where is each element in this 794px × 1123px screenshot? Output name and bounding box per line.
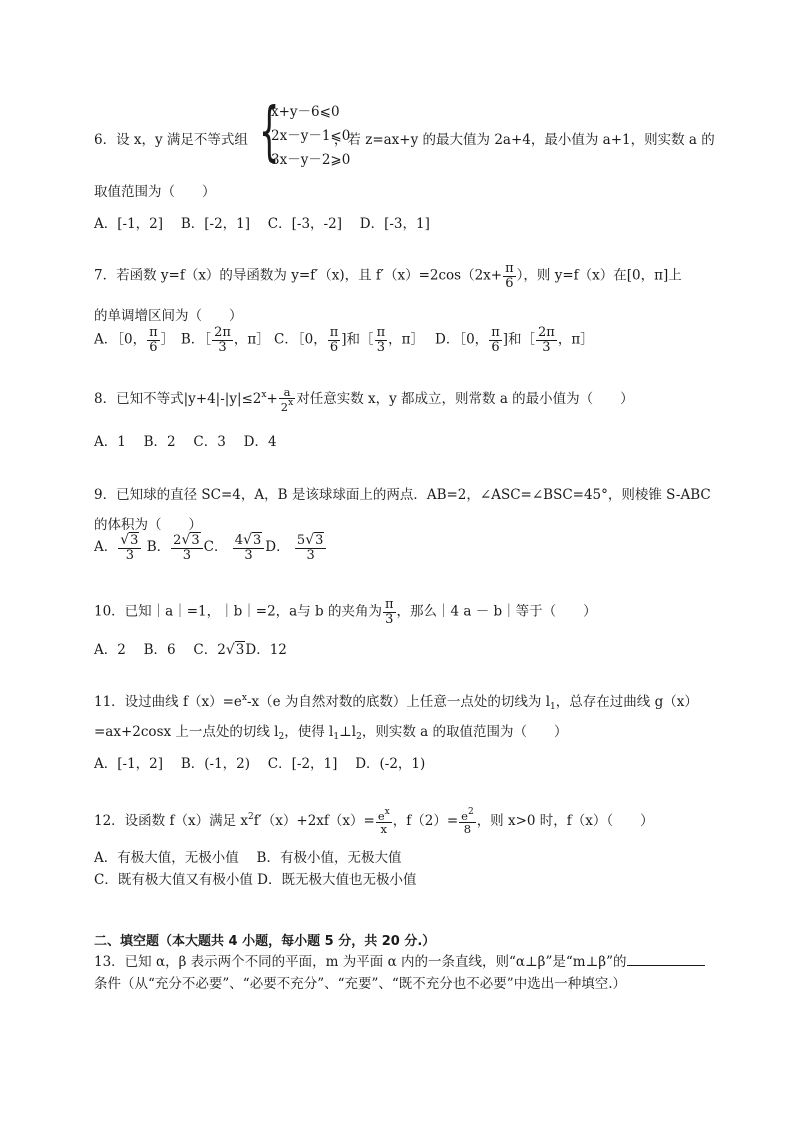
system-line-1: x+y－6⩽0 [271,104,340,120]
question-11 [94,690,700,772]
section-fill-in [94,930,700,1000]
q9-stem-cont: 的体积为（ ） [94,517,202,533]
q12-stem: 12．设函数 f（x）满足 $x^2f'(x)+2xf(x)=$ $\frac{e^x}{x}$ ，f（2）= $\frac{e^2}{8}$ ，则 x>0 时，f（x）（ ） [94,807,654,837]
q7-options: A．［0， $\frac{\pi}{6}$ ］ B．［ $\frac{2\pi}{3}$ ，π］ C．［0， $\frac{\pi}{6}$ ]和［ $\frac{\pi}{3}$ ，π］ D．［0， $\frac{\pi}{6}$ ]和［ $\frac{2\pi}{3}$ ，π］ [94,325,594,355]
q9-options: A． $\frac{√3}{3}$ B． $\frac{2√3}{3}$ C． $\frac{4√3}{3}$ D． $\frac{5√3}{3}$ [94,533,327,562]
q7-stem: 7．若函数 y=f（x）的导函数为 y=f′（x)，且 f′（x）=2cos（2x+ $\frac{\pi}{6}$ ），则 y=f（x）在[0，π]上 [94,261,682,291]
q6-stem-cont: 取值范围为（ ） [94,184,216,200]
q6-stem: 6．设 x，y 满足不等式组 ，若 z=ax+y 的最大值为 2a+4，最小值为 a+1，则实数 a 的 [94,132,715,148]
system-line-3: 3x－y－2⩾0 [271,152,351,168]
q8-stem: 8．已知不等式$|y+4|-|y|\le 2^x+$ $\frac{a}{2^x}$ 对任意实数 x，y 都成立，则常数 a 的最小值为（ ） [94,385,634,415]
q11-options: A．[-1，2] B．(-1，2) C．[-2，1] D．(-2，1) [94,756,426,772]
q11-stem-cont: =ax+2cosx 上一点处的切线 $l_2$，使得 $l_1\perp l_2$，则实数 a 的取值范围为（ ） [94,724,568,742]
question-10 [94,598,700,660]
q12-options-row-1: A．有极大值，无极小值 B．有极小值，无极大值 [94,850,402,866]
q13-stem-cont: 条件（从“充分不必要”、“必要不充分”、“充要”、“既不充分也不必要”中选出一种填空.） [94,976,627,992]
system-line-2: 2x－y－1⩽0 [271,128,351,144]
section-title: 二、填空题（本大题共 4 小题，每小题 5 分，共 20 分.） [94,934,436,949]
q12-options-row-2: C．既有极大值又有极小值 D．既无极大值也无极小值 [94,872,417,888]
answer-blank[interactable] [627,953,705,966]
question-6 [94,95,715,235]
question-7 [94,262,700,362]
question-12 [94,808,700,892]
brace-icon: { [259,95,280,169]
q9-stem: 9．已知球的直径 SC=4，A，B 是该球球面上的两点．AB=2，∠ASC=∠BSC=45°，则棱锥 S-ABC [94,487,711,503]
q13-stem: 13．已知 α，β 表示两个不同的平面，m 为平面 α 内的一条直线，则“α⊥β”是“m⊥β”的 [94,950,705,970]
q10-options: A．2 B．6 C．2√3D．12 [94,642,287,658]
q7-stem-cont: 的单调增区间为（ ） [94,308,243,324]
question-9 [94,483,711,573]
q8-options: A．1 B．2 C．3 D．4 [94,434,277,450]
q11-stem: 11．设过曲线 $f(x)=e^x-x(e$ 为自然对数的底数）上任意一点处的切线为 $l_1$，总存在过曲线 g（x） [94,693,698,712]
q10-stem: 10．已知｜a｜=1，｜b｜=2，a与 b 的夹角为 $\frac{\pi}{3}$ ，那么｜4 a － b｜等于（ ） [94,597,597,627]
question-8 [94,386,700,456]
q6-options: A．[-1，2] B．[-2，1] C．[-3，-2] D．[-3，1] [94,216,430,232]
